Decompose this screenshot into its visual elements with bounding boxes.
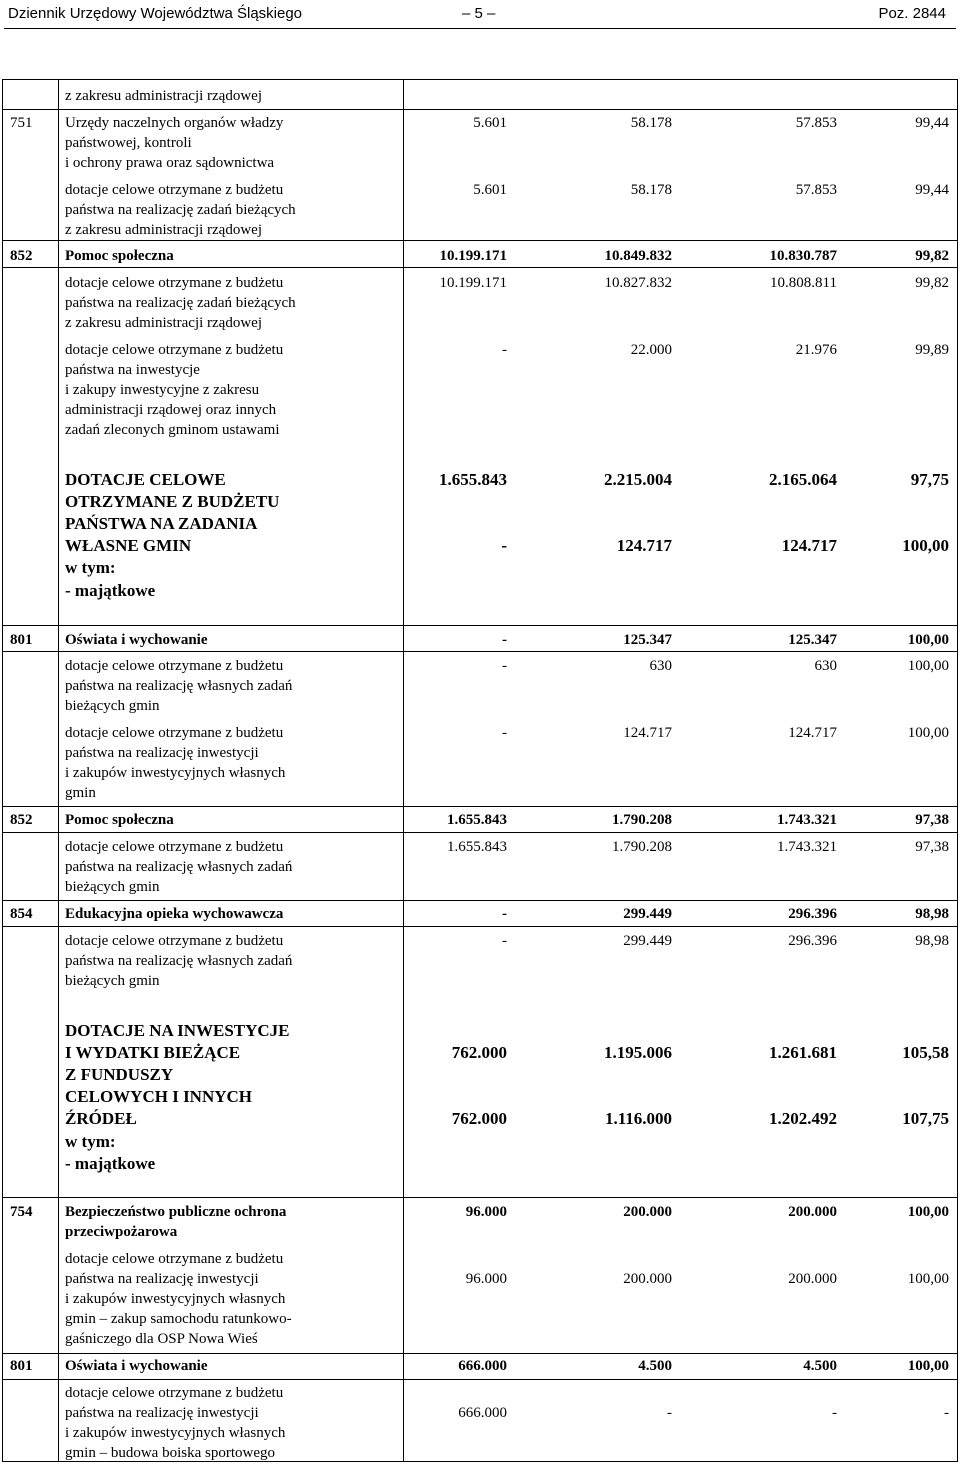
percent-value: 100,00 — [907, 632, 949, 648]
row-description: dotacje celowe otrzymane z budżetu — [65, 933, 284, 949]
col-divider — [58, 79, 59, 1462]
section-name: Urzędy naczelnych organów władzy — [65, 115, 284, 131]
row-description: państwa na realizację inwestycji — [65, 1271, 259, 1287]
row-divider — [2, 832, 958, 833]
execution-value: 10.830.787 — [769, 248, 837, 264]
col-divider — [403, 79, 404, 1462]
plan-after-changes-value: 58.178 — [630, 182, 672, 198]
plan-after-changes-value: 1.116.000 — [604, 1109, 672, 1128]
plan-value: 5.601 — [473, 115, 507, 131]
row-description: z zakresu administracji rządowej — [65, 88, 262, 104]
plan-value: 762.000 — [451, 1043, 507, 1062]
page-header — [0, 0, 960, 30]
plan-after-changes-value: 124.717 — [616, 536, 672, 555]
execution-value: 124.717 — [781, 536, 837, 555]
execution-value: 57.853 — [795, 182, 837, 198]
row-divider — [2, 625, 958, 626]
row-description: państwa na realizację własnych zadań — [65, 859, 293, 875]
section-name: przeciwpożarowa — [65, 1224, 178, 1240]
plan-value: - — [501, 536, 507, 555]
plan-after-changes-value: 124.717 — [623, 725, 672, 741]
summary-heading: OTRZYMANE Z BUDŻETU — [65, 492, 280, 511]
section-code: 751 — [10, 115, 33, 131]
header-rule — [4, 28, 956, 29]
section-name: Oświata i wychowanie — [65, 632, 208, 648]
summary-heading: CELOWYCH I INNYCH — [65, 1087, 253, 1106]
execution-value: 21.976 — [795, 342, 837, 358]
execution-value: 57.853 — [795, 115, 837, 131]
execution-value: 296.396 — [788, 906, 837, 922]
row-description: bieżących gmin — [65, 698, 160, 714]
summary-heading: DOTACJE CELOWE — [65, 470, 226, 489]
percent-value: - — [944, 1405, 949, 1421]
journal-title: Dziennik Urzędowy Województwa Śląskiego — [8, 5, 303, 22]
percent-value: 99,82 — [915, 248, 949, 264]
row-description: gmin – budowa boiska sportowego — [65, 1445, 275, 1461]
section-code: 801 — [10, 632, 33, 648]
row-divider — [2, 109, 958, 110]
execution-value: 1.743.321 — [777, 812, 837, 828]
row-description: państwa na realizację zadań bieżących — [65, 202, 296, 218]
summary-heading: - majątkowe — [65, 1154, 156, 1173]
row-description: dotacje celowe otrzymane z budżetu — [65, 182, 284, 198]
plan-value: 96.000 — [465, 1271, 507, 1287]
row-description: administracji rządowej oraz innych — [65, 402, 277, 418]
row-divider — [2, 240, 958, 241]
plan-value: 666.000 — [458, 1358, 507, 1374]
row-description: z zakresu administracji rządowej — [65, 222, 262, 238]
section-name: i ochrony prawa oraz sądownictwa — [65, 155, 275, 171]
plan-after-changes-value: 4.500 — [638, 1358, 672, 1374]
plan-value: - — [502, 658, 507, 674]
row-description: gmin – zakup samochodu ratunkowo- — [65, 1311, 292, 1327]
plan-value: - — [502, 725, 507, 741]
row-divider — [2, 651, 958, 652]
section-name: Edukacyjna opieka wychowawcza — [65, 906, 284, 922]
row-description: państwa na realizację inwestycji — [65, 745, 259, 761]
plan-after-changes-value: 58.178 — [630, 115, 672, 131]
plan-value: - — [502, 933, 507, 949]
row-description: dotacje celowe otrzymane z budżetu — [65, 839, 284, 855]
plan-after-changes-value: 200.000 — [623, 1271, 672, 1287]
row-description: państwa na realizację własnych zadań — [65, 953, 293, 969]
percent-value: 99,82 — [915, 275, 949, 291]
percent-value: 100,00 — [907, 1271, 949, 1287]
percent-value: 97,75 — [910, 470, 949, 489]
percent-value: 100,00 — [907, 658, 949, 674]
percent-value: 105,58 — [902, 1043, 949, 1062]
plan-after-changes-value: 299.449 — [623, 933, 672, 949]
section-name: Pomoc społeczna — [65, 812, 174, 828]
plan-value: 1.655.843 — [439, 470, 507, 489]
page-number: – 5 – — [462, 5, 496, 22]
plan-after-changes-value: 2.215.004 — [604, 470, 672, 489]
section-name: państwowej, kontroli — [65, 135, 192, 151]
plan-after-changes-value: 22.000 — [630, 342, 672, 358]
row-description: dotacje celowe otrzymane z budżetu — [65, 275, 284, 291]
row-description: państwa na realizację własnych zadań — [65, 678, 293, 694]
percent-value: 99,44 — [915, 182, 949, 198]
execution-value: 4.500 — [803, 1358, 837, 1374]
plan-after-changes-value: 299.449 — [623, 906, 672, 922]
row-description: bieżących gmin — [65, 973, 160, 989]
section-code: 801 — [10, 1358, 33, 1374]
plan-value: 10.199.171 — [439, 275, 507, 291]
summary-heading: PAŃSTWA NA ZADANIA — [65, 514, 258, 533]
row-divider — [2, 806, 958, 807]
row-description: dotacje celowe otrzymane z budżetu — [65, 1251, 284, 1267]
section-name: Oświata i wychowanie — [65, 1358, 208, 1374]
execution-value: 1.743.321 — [777, 839, 837, 855]
row-description: dotacje celowe otrzymane z budżetu — [65, 1385, 284, 1401]
position-number: Poz. 2844 — [878, 5, 946, 22]
summary-heading: Z FUNDUSZY — [65, 1065, 174, 1084]
plan-value: 1.655.843 — [447, 839, 507, 855]
row-description: państwa na realizację zadań bieżących — [65, 295, 296, 311]
row-description: dotacje celowe otrzymane z budżetu — [65, 725, 284, 741]
row-description: i zakupów inwestycyjnych własnych — [65, 1425, 286, 1441]
plan-value: - — [502, 906, 507, 922]
plan-after-changes-value: 1.195.006 — [604, 1043, 672, 1062]
row-description: zadań zleconych gminom ustawami — [65, 422, 280, 438]
row-divider — [2, 267, 958, 268]
summary-heading: - majątkowe — [65, 581, 156, 600]
row-description: bieżących gmin — [65, 879, 160, 895]
row-description: i zakupy inwestycyjne z zakresu — [65, 382, 260, 398]
section-code: 854 — [10, 906, 33, 922]
plan-after-changes-value: - — [667, 1405, 672, 1421]
row-description: z zakresu administracji rządowej — [65, 315, 262, 331]
percent-value: 100,00 — [907, 1358, 949, 1374]
plan-value: 10.199.171 — [439, 248, 507, 264]
execution-value: 200.000 — [788, 1271, 837, 1287]
summary-heading: WŁASNE GMIN — [65, 536, 192, 555]
execution-value: 630 — [814, 658, 837, 674]
row-description: państwa na inwestycje — [65, 362, 200, 378]
row-description: dotacje celowe otrzymane z budżetu — [65, 658, 284, 674]
percent-value: 98,98 — [915, 933, 949, 949]
section-code: 852 — [10, 812, 33, 828]
plan-after-changes-value: 200.000 — [623, 1204, 672, 1220]
row-divider — [2, 900, 958, 901]
percent-value: 100,00 — [902, 536, 949, 555]
section-code: 754 — [10, 1204, 33, 1220]
percent-value: 100,00 — [907, 725, 949, 741]
execution-value: 2.165.064 — [769, 470, 837, 489]
row-description: dotacje celowe otrzymane z budżetu — [65, 342, 284, 358]
plan-after-changes-value: 1.790.208 — [612, 812, 672, 828]
summary-heading: I WYDATKI BIEŻĄCE — [65, 1043, 241, 1062]
plan-value: - — [502, 632, 507, 648]
percent-value: 107,75 — [902, 1109, 949, 1128]
row-divider — [2, 1353, 958, 1354]
percent-value: 100,00 — [907, 1204, 949, 1220]
execution-value: 1.261.681 — [769, 1043, 837, 1062]
row-description: państwa na realizację inwestycji — [65, 1405, 259, 1421]
execution-value: 124.717 — [788, 725, 837, 741]
plan-after-changes-value: 1.790.208 — [612, 839, 672, 855]
percent-value: 98,98 — [915, 906, 949, 922]
percent-value: 99,89 — [915, 342, 949, 358]
plan-value: 5.601 — [473, 182, 507, 198]
row-divider — [2, 1197, 958, 1198]
percent-value: 97,38 — [915, 812, 949, 828]
percent-value: 99,44 — [915, 115, 949, 131]
row-divider — [2, 1379, 958, 1380]
summary-heading: ŹRÓDEŁ — [65, 1109, 137, 1128]
plan-after-changes-value: 10.827.832 — [604, 275, 672, 291]
plan-value: 762.000 — [451, 1109, 507, 1128]
execution-value: - — [832, 1405, 837, 1421]
summary-heading: DOTACJE NA INWESTYCJE — [65, 1021, 290, 1040]
row-description: gaśniczego dla OSP Nowa Wieś — [65, 1331, 258, 1347]
plan-value: - — [502, 342, 507, 358]
plan-after-changes-value: 10.849.832 — [604, 248, 672, 264]
section-code: 852 — [10, 248, 33, 264]
plan-value: 1.655.843 — [447, 812, 507, 828]
summary-heading: w tym: — [65, 558, 116, 577]
execution-value: 1.202.492 — [769, 1109, 837, 1128]
plan-after-changes-value: 630 — [649, 658, 672, 674]
row-divider — [2, 926, 958, 927]
execution-value: 125.347 — [788, 632, 837, 648]
plan-after-changes-value: 125.347 — [623, 632, 672, 648]
execution-value: 296.396 — [788, 933, 837, 949]
row-description: gmin — [65, 785, 96, 801]
percent-value: 97,38 — [915, 839, 949, 855]
execution-value: 10.808.811 — [770, 275, 837, 291]
summary-heading: w tym: — [65, 1132, 116, 1151]
plan-value: 96.000 — [465, 1204, 507, 1220]
execution-value: 200.000 — [788, 1204, 837, 1220]
row-description: i zakupów inwestycyjnych własnych — [65, 765, 286, 781]
row-description: i zakupów inwestycyjnych własnych — [65, 1291, 286, 1307]
plan-value: 666.000 — [458, 1405, 507, 1421]
section-name: Bezpieczeństwo publiczne ochrona — [65, 1204, 287, 1220]
section-name: Pomoc społeczna — [65, 248, 174, 264]
